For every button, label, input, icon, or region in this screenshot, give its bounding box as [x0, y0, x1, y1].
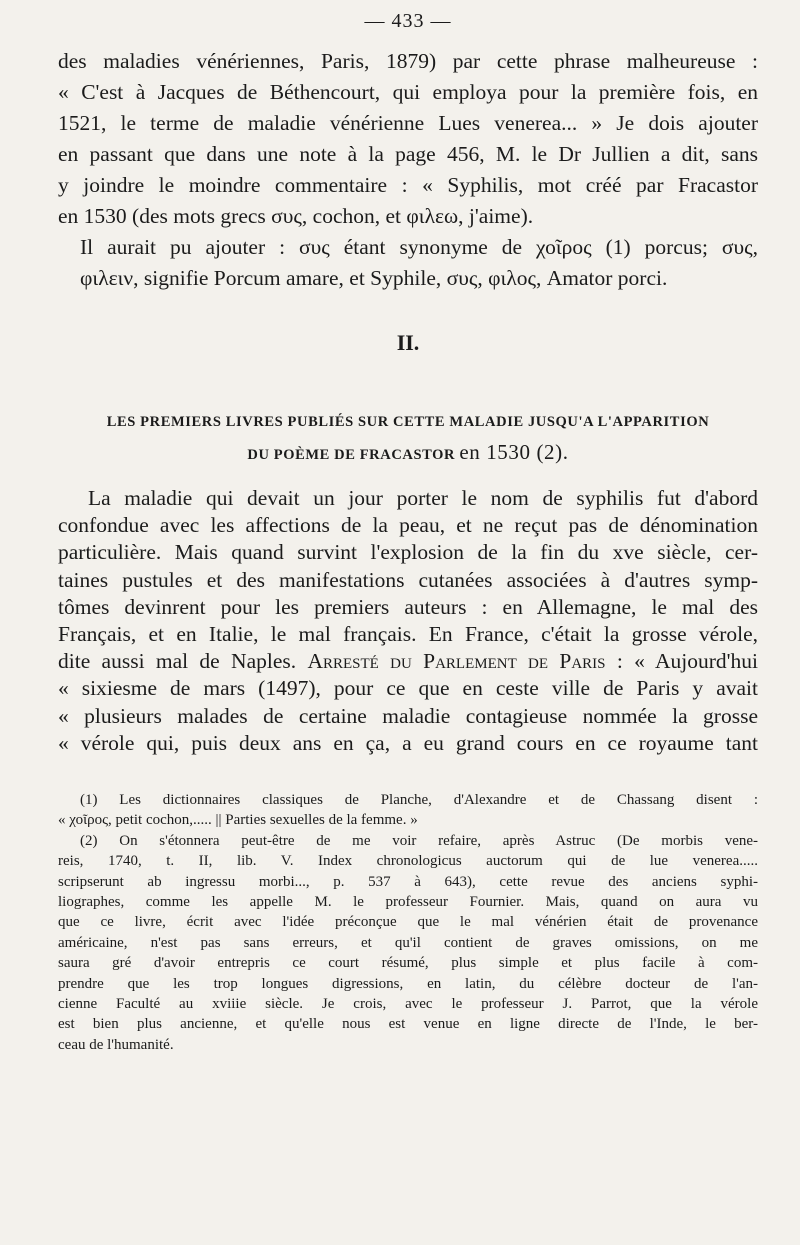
section-number: II.	[396, 330, 420, 355]
text-line: « plusieurs malades de certaine maladie contagieuse nommée la grosse	[58, 703, 758, 728]
text-line: y joindre le moindre commentaire : « Syphilis, mot créé par Fracastor	[58, 173, 758, 197]
footnotes	[58, 790, 758, 1055]
page-number: — 433 —	[364, 10, 452, 32]
footnote-line: est bien plus ancienne, et qu'elle nous est venue en ligne directe de l'Inde, le ber-	[58, 1016, 758, 1033]
text-line: Il aurait pu ajouter : συς étant synonyme de χοῖρος (1) porcus; συς,	[80, 235, 758, 259]
text-line: des maladies vénériennes, Paris, 1879) par cette phrase malheureuse :	[58, 49, 758, 73]
section-title-line: LES PREMIERS LIVRES PUBLIÉS SUR CETTE MALADIE JUSQU'A L'APPARITION	[106, 414, 710, 430]
text-line: La maladie qui devait un jour porter le nom de syphilis fut d'abord	[88, 486, 758, 510]
text-line: « C'est à Jacques de Béthencourt, qui employa pour la première fois, en	[58, 80, 758, 104]
section-title	[58, 407, 758, 467]
text-line: φιλειν, signifie Porcum amare, et Syphile, συς, φιλος, Amator porci.	[80, 266, 668, 290]
body-paragraph	[58, 485, 758, 757]
text-line: tômes devinrent pour les premiers auteurs : en Allemagne, le mal des	[58, 594, 758, 619]
section-title-part: en 1530 (2).	[459, 440, 569, 464]
text-segment: : « Aujourd'hui	[616, 649, 758, 674]
text-line: confondue avec les affections de la peau, et ne reçut pas de dénomination	[58, 513, 758, 538]
text-line: en passant que dans une note à la page 456, M. le Dr Jullien a dit, sans	[58, 142, 758, 166]
text-line: « sixiesme de mars (1497), pour ce que en ceste ville de Paris y avait	[58, 676, 758, 701]
text-line: 1521, le terme de maladie vénérienne Lues venerea... » Je dois ajouter	[58, 111, 758, 135]
footnote-line: saura gré d'avoir entrepris ce court résumé, plus simple et plus facile à com-	[58, 955, 758, 972]
footnote-line: « χοῖρος, petit cochon,..... || Parties sexuelles de la femme. »	[58, 812, 418, 829]
section-title-line	[58, 437, 758, 467]
text-line: en 1530 (des mots grecs συς, cochon, et φιλεω, j'aime).	[58, 204, 534, 228]
decree-title: Arresté du Parlement de Paris	[307, 649, 606, 674]
top-paragraph	[58, 46, 758, 294]
text-line: « vérole qui, puis deux ans en ça, a eu grand cours en ce royaume tant	[58, 730, 758, 755]
section-title-part: DU POÈME DE FRACASTOR	[247, 447, 456, 463]
text-line	[58, 648, 758, 675]
footnote-line: ceau de l'humanité.	[58, 1036, 174, 1053]
text-line: taines pustules et des manifestations cutanées associées à d'autres symp-	[58, 567, 758, 592]
text-line: Français, et en Italie, le mal français. En France, c'était la grosse vérole,	[58, 621, 758, 646]
footnote-line: que ce livre, écrit avec l'idée préconçue que le mal vénérien était de provenance	[58, 914, 758, 931]
footnote-line: scripserunt ab ingressu morbi..., p. 537 à 643), cette revue des anciens syphi-	[58, 873, 758, 890]
footnote-line: (2) On s'étonnera peut-être de me voir refaire, après Astruc (De morbis vene-	[80, 832, 758, 849]
footnote-line: reis, 1740, t. II, lib. V. Index chronologicus auctorum qui de lue venerea.....	[58, 853, 758, 870]
text-line: particulière. Mais quand survint l'explosion de la fin du xve siècle, cer-	[58, 540, 758, 565]
footnote-line: cienne Faculté au xviiie siècle. Je crois, avec le professeur J. Parrot, que la vérole	[58, 995, 758, 1012]
footnote-line: (1) Les dictionnaires classiques de Planche, d'Alexandre et de Chassang disent :	[80, 792, 758, 808]
text-segment: dite aussi mal de Naples.	[58, 649, 297, 674]
footnote-line: prendre que les trop longues digressions, en latin, du célèbre docteur de l'an-	[58, 975, 758, 992]
footnote-line: liographes, comme les appelle M. le professeur Fournier. Mais, quand on aura vu	[58, 893, 758, 910]
footnote-line: américaine, n'est pas sans erreurs, et qu'il contient de graves omissions, on me	[58, 934, 758, 951]
